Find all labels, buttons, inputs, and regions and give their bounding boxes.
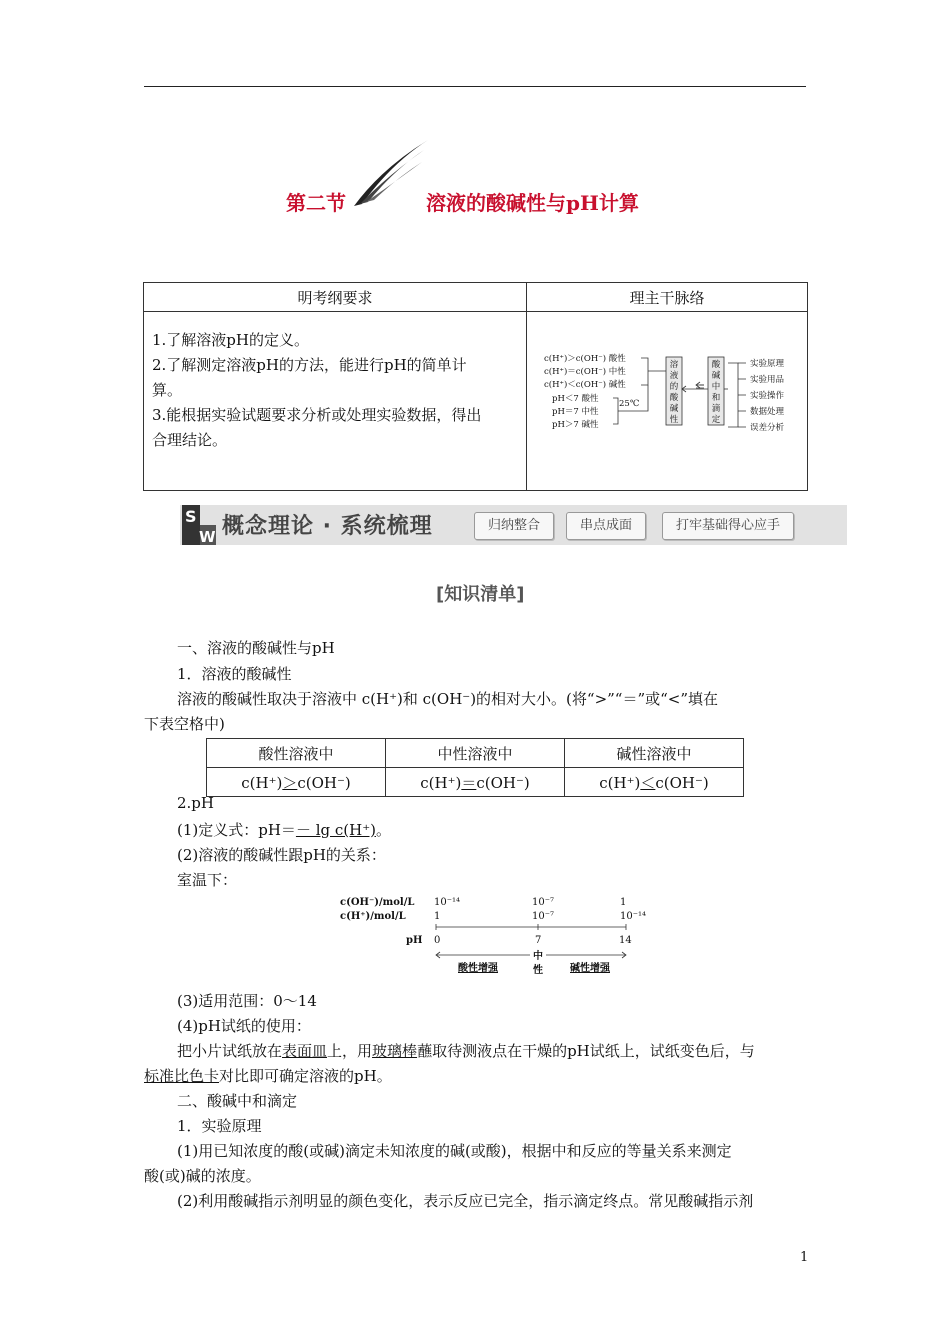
base-label: 碱性增强	[570, 963, 610, 974]
oh-value: 10⁻¹⁴	[434, 897, 461, 908]
paragraph	[177, 1040, 755, 1061]
diagram-left-label: c(H⁺)＞c(OH⁻) 酸性	[544, 354, 626, 364]
sw-logo-icon	[182, 505, 216, 545]
cell-text: c(H⁺)	[420, 773, 462, 792]
diagram-box-char: 溶	[669, 360, 679, 370]
ph-value: 14	[619, 935, 632, 946]
requirements-table	[143, 282, 808, 491]
diagram-box-char: 酸	[711, 360, 721, 370]
requirements-cell	[144, 312, 527, 491]
diagram-right-label: 实验用品	[750, 375, 785, 385]
diagram-box-char: 滴	[711, 404, 721, 414]
paragraph: (1)用已知浓度的酸(或碱)滴定未知浓度的碱(或酸)，根据中和反应的等量关系来测定	[177, 1142, 732, 1160]
svg-text:W: W	[199, 528, 216, 545]
diagram-right-label: 实验操作	[750, 391, 785, 401]
ph-scale-diagram	[330, 893, 650, 981]
neutral-label-2: 性	[533, 965, 543, 976]
answer: ＜	[640, 773, 656, 792]
table-cell	[207, 768, 386, 797]
heading-1-1: 1．溶液的酸碱性	[177, 665, 292, 683]
diagram-right-label: 实验原理	[750, 359, 785, 369]
table-header: 碱性溶液中	[565, 739, 744, 768]
answer: － lg c(H⁺)	[295, 821, 376, 839]
cell-text: c(OH⁻)	[297, 773, 351, 792]
answer: ＝	[461, 773, 477, 792]
heading-2-1: 1．实验原理	[177, 1117, 262, 1135]
answer: 玻璃棒	[372, 1042, 418, 1060]
heading-1-2: 2.pH	[177, 794, 214, 812]
outline-diagram	[528, 313, 806, 473]
paragraph: (2)溶液的酸碱性跟pH的关系：	[177, 846, 386, 864]
definition	[177, 819, 391, 840]
svg-text:S: S	[185, 507, 197, 526]
paragraph: 溶液的酸碱性取决于溶液中 c(H⁺)和 c(OH⁻)的相对大小。(将“>”“＝”或“<”填在	[177, 690, 719, 708]
answer: ＞	[282, 773, 298, 792]
table-cell	[565, 768, 744, 797]
diagram-box-char: 碱	[669, 404, 679, 414]
text: 上，用	[327, 1042, 373, 1060]
row-label: c(OH⁻)/mol/L	[340, 897, 415, 908]
section-title: 溶液的酸碱性与pH计算	[426, 191, 639, 215]
list-item: 3.能根据实验试题要求分析或处理实验数据，得出	[152, 406, 482, 424]
paragraph: 室温下：	[177, 871, 238, 889]
paragraph: (4)pH试纸的使用：	[177, 1017, 311, 1035]
diagram-box-char: 液	[669, 371, 679, 381]
diagram-box-char: 性	[669, 415, 679, 425]
diagram-temp: 25℃	[619, 399, 640, 409]
text: 蘸取待测液点在干燥的pH试纸上，试纸变色后，与	[417, 1042, 755, 1060]
outline-diagram-cell	[527, 312, 808, 491]
paragraph	[144, 1065, 392, 1086]
row-label: pH	[406, 935, 423, 946]
tag-button: 归纳整合	[474, 512, 554, 540]
diagram-box-char: 碱	[711, 371, 721, 381]
answer: 标准比色卡	[144, 1067, 220, 1085]
acid-label: 酸性增强	[458, 963, 498, 974]
table-header: 明考纲要求	[144, 283, 527, 312]
page-number: 1	[800, 1250, 809, 1265]
diagram-left-label: c(H⁺)＝c(OH⁻) 中性	[544, 367, 626, 377]
text: 把小片试纸放在	[177, 1042, 283, 1060]
diagram-left-label: c(H⁺)＜c(OH⁻) 碱性	[544, 380, 626, 390]
table-header: 理主干脉络	[527, 283, 808, 312]
ph-value: 0	[434, 935, 441, 946]
row-label: c(H⁺)/mol/L	[340, 911, 406, 922]
diagram-box-char: 中	[711, 382, 721, 392]
list-item: 合理结论。	[152, 431, 228, 449]
list-item: 1.了解溶液pH的定义。	[152, 331, 309, 349]
banner-title: 概念理论 · 系统梳理	[222, 514, 433, 539]
definition-text: (1)定义式：pH＝	[177, 821, 296, 839]
oh-value: 1	[620, 897, 627, 908]
swoosh-icon	[352, 138, 430, 208]
diagram-box-char: 的	[669, 382, 679, 392]
paragraph: (3)适用范围：0～14	[177, 992, 317, 1010]
heading-1: 一、溶液的酸碱性与pH	[177, 639, 335, 657]
table-header: 中性溶液中	[386, 739, 565, 768]
cell-text: c(H⁺)	[599, 773, 641, 792]
diagram-box-char: 酸	[669, 393, 679, 403]
knowledge-list-label: [知识清单]	[436, 584, 525, 605]
tag-button: 打牢基础得心应手	[662, 512, 794, 540]
paragraph: 酸(或)碱的浓度。	[144, 1167, 261, 1185]
diagram-right-label: 数据处理	[750, 407, 785, 417]
list-item: 2.了解测定溶液pH的方法，能进行pH的简单计	[152, 356, 467, 374]
h-value: 10⁻⁷	[532, 911, 555, 922]
diagram-left-label: pH＝7 中性	[552, 407, 599, 417]
header-rule	[144, 86, 806, 87]
text: 对比即可确定溶液的pH。	[219, 1067, 392, 1085]
tag-button: 串点成面	[566, 512, 646, 540]
diagram-left-label: pH＜7 酸性	[552, 394, 599, 404]
ph-value: 7	[535, 935, 542, 946]
diagram-box-char: 和	[711, 393, 721, 403]
oh-value: 10⁻⁷	[532, 897, 555, 908]
table-cell	[386, 768, 565, 797]
h-value: 10⁻¹⁴	[620, 911, 647, 922]
cell-text: c(H⁺)	[241, 773, 283, 792]
table-header: 酸性溶液中	[207, 739, 386, 768]
diagram-left-label: pH＞7 碱性	[552, 420, 599, 430]
h-value: 1	[434, 911, 441, 922]
diagram-box-char: 定	[711, 415, 721, 425]
answer: 表面皿	[282, 1042, 328, 1060]
diagram-right-label: 误差分析	[750, 423, 785, 433]
paragraph: 下表空格中)	[144, 715, 225, 733]
cell-text: c(OH⁻)	[655, 773, 709, 792]
definition-text: 。	[375, 821, 391, 839]
neutral-label-1: 中	[533, 951, 543, 962]
list-item: 算。	[152, 381, 183, 399]
section-number: 第二节	[286, 191, 346, 215]
cell-text: c(OH⁻)	[476, 773, 530, 792]
paragraph: (2)利用酸碱指示剂明显的颜色变化，表示反应已完全，指示滴定终点。常见酸碱指示剂	[177, 1192, 754, 1210]
heading-2: 二、酸碱中和滴定	[177, 1092, 298, 1110]
acidity-table	[206, 738, 744, 797]
